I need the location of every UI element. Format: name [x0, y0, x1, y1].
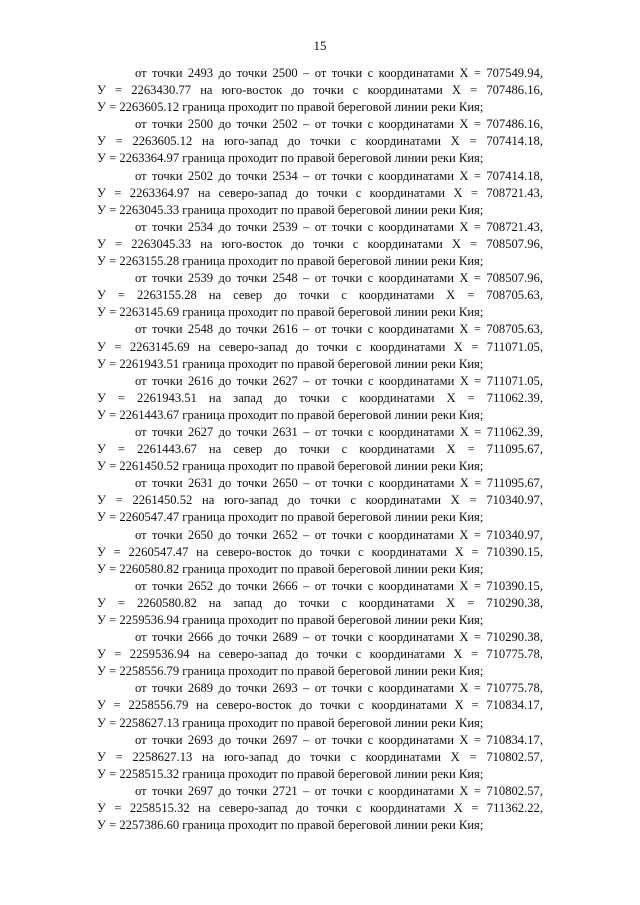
- paragraph-line: У = 2257386.60 граница проходит по правой береговой линии реки Кия;: [97, 818, 484, 833]
- boundary-segment-paragraph: [97, 475, 543, 526]
- paragraph-line: У = 2263155.28 на север до точки с координатами Х = 708705.63,: [97, 288, 543, 303]
- paragraph-line: У = 2258515.32 на северо-запад до точки с координатами Х = 711362.22,: [97, 801, 543, 816]
- paragraph-line: У = 2263145.69 граница проходит по правой береговой линии реки Кия;: [97, 305, 484, 320]
- paragraph-line: У = 2260580.82 на запад до точки с координатами Х = 710290.38,: [97, 595, 543, 610]
- paragraph-line: У = 2263364.97 на северо-запад до точки с координатами Х = 708721.43,: [97, 185, 543, 200]
- paragraph-line: от точки 2689 до точки 2693 – от точки с координатами Х = 710775.78,: [135, 681, 543, 696]
- paragraph-line: У = 2260547.47 на северо-восток до точки с координатами Х = 710390.15,: [97, 544, 543, 559]
- boundary-segment-paragraph: [97, 783, 543, 834]
- page-number: 15: [313, 38, 327, 53]
- paragraph-line: У = 2263145.69 на северо-запад до точки с координатами Х = 711071.05,: [97, 339, 543, 354]
- paragraph-line: от точки 2666 до точки 2689 – от точки с координатами Х = 710290.38,: [135, 630, 543, 645]
- boundary-segment-paragraph: [97, 65, 543, 116]
- paragraph-line: от точки 2502 до точки 2534 – от точки с координатами Х = 707414.18,: [135, 168, 543, 183]
- paragraph-line: У = 2259536.94 на северо-запад до точки с координатами Х = 710775.78,: [97, 647, 543, 662]
- boundary-segment-paragraph: [97, 219, 543, 270]
- paragraph-line: от точки 2652 до точки 2666 – от точки с координатами Х = 710390.15,: [135, 578, 543, 593]
- paragraph-line: У = 2258556.79 на северо-восток до точки с координатами Х = 710834.17,: [97, 698, 543, 713]
- boundary-segment-paragraph: [97, 373, 543, 424]
- paragraph-line: У = 2261443.67 на север до точки с координатами Х = 711095.67,: [97, 442, 543, 457]
- document-body: [97, 65, 543, 834]
- boundary-segment-paragraph: [97, 680, 543, 731]
- paragraph-line: от точки 2534 до точки 2539 – от точки с координатами Х = 708721.43,: [135, 219, 543, 234]
- paragraph-line: У = 2263045.33 на юго-восток до точки с координатами Х = 708507.96,: [97, 236, 543, 251]
- paragraph-line: У = 2261450.52 граница проходит по правой береговой линии реки Кия;: [97, 459, 484, 474]
- boundary-segment-paragraph: [97, 116, 543, 167]
- paragraph-line: У = 2260580.82 граница проходит по правой береговой линии реки Кия;: [97, 561, 484, 576]
- paragraph-line: У = 2261943.51 граница проходит по правой береговой линии реки Кия;: [97, 356, 484, 371]
- paragraph-line: У = 2259536.94 граница проходит по правой береговой линии реки Кия;: [97, 613, 484, 627]
- paragraph-line: от точки 2650 до точки 2652 – от точки с координатами Х = 710340.97,: [135, 527, 543, 542]
- boundary-segment-paragraph: [97, 270, 543, 321]
- paragraph-line: У = 2261443.67 граница проходит по правой береговой линии реки Кия;: [97, 407, 484, 422]
- paragraph-line: от точки 2616 до точки 2627 – от точки с координатами Х = 711071.05,: [135, 373, 543, 388]
- paragraph-line: У = 2263605.12 граница проходит по правой береговой линии реки Кия;: [97, 100, 484, 115]
- paragraph-line: от точки 2693 до точки 2697 – от точки с координатами Х = 710834.17,: [135, 732, 543, 747]
- paragraph-line: У = 2263155.28 граница проходит по правой береговой линии реки Кия;: [97, 254, 484, 269]
- paragraph-line: от точки 2548 до точки 2616 – от точки с координатами Х = 708705.63,: [135, 322, 543, 337]
- paragraph-line: от точки 2627 до точки 2631 – от точки с координатами Х = 711062.39,: [135, 424, 543, 439]
- paragraph-line: У = 2258627.13 граница проходит по правой береговой линии реки Кия;: [97, 715, 484, 730]
- boundary-segment-paragraph: [97, 732, 543, 783]
- boundary-segment-paragraph: [97, 168, 543, 219]
- paragraph-line: У = 2261450.52 на юго-запад до точки с координатами Х = 710340.97,: [97, 493, 543, 508]
- boundary-segment-paragraph: [97, 424, 543, 475]
- boundary-segment-paragraph: [97, 578, 543, 629]
- paragraph-line: от точки 2697 до точки 2721 – от точки с координатами Х = 710802.57,: [135, 783, 543, 798]
- paragraph-line: от точки 2539 до точки 2548 – от точки с координатами Х = 708507.96,: [135, 271, 543, 286]
- paragraph-line: У = 2263430.77 на юго-восток до точки с координатами Х = 707486.16,: [97, 83, 543, 98]
- paragraph-line: У = 2258627.13 на юго-запад до точки с координатами Х = 710802.57,: [97, 749, 543, 764]
- paragraph-line: У = 2263045.33 граница проходит по правой береговой линии реки Кия;: [97, 202, 484, 217]
- paragraph-line: У = 2261943.51 на запад до точки с координатами Х = 711062.39,: [97, 390, 543, 405]
- boundary-segment-paragraph: [97, 527, 543, 578]
- paragraph-line: от точки 2493 до точки 2500 – от точки с координатами Х = 707549.94,: [135, 66, 543, 80]
- paragraph-line: У = 2263364.97 граница проходит по правой береговой линии реки Кия;: [97, 151, 484, 166]
- paragraph-line: У = 2258556.79 граница проходит по правой береговой линии реки Кия;: [97, 664, 484, 679]
- boundary-segment-paragraph: [97, 321, 543, 372]
- paragraph-line: У = 2260547.47 граница проходит по правой береговой линии реки Кия;: [97, 510, 484, 525]
- paragraph-line: У = 2263605.12 на юго-запад до точки с координатами Х = 707414.18,: [97, 134, 543, 149]
- paragraph-line: У = 2258515.32 граница проходит по правой береговой линии реки Кия;: [97, 766, 484, 781]
- boundary-segment-paragraph: [97, 629, 543, 680]
- paragraph-line: от точки 2631 до точки 2650 – от точки с координатами Х = 711095.67,: [135, 476, 543, 491]
- paragraph-line: от точки 2500 до точки 2502 – от точки с координатами Х = 707486.16,: [135, 117, 543, 132]
